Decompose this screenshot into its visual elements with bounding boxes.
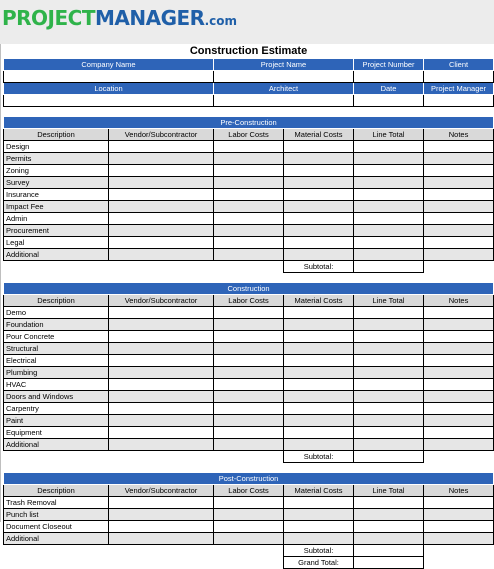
item-description[interactable]: Pour Concrete — [4, 331, 109, 343]
material-costs-cell[interactable] — [284, 331, 354, 343]
labor-costs-cell[interactable] — [214, 153, 284, 165]
labor-costs-cell[interactable] — [214, 225, 284, 237]
item-description[interactable]: Design — [4, 141, 109, 153]
estimate-sheet — [3, 44, 493, 569]
labor-costs-cell[interactable] — [214, 497, 284, 509]
line-total-cell[interactable] — [354, 331, 424, 343]
material-costs-cell[interactable] — [284, 141, 354, 153]
column-header-description: Description — [4, 295, 109, 307]
table-row — [4, 403, 494, 415]
line-total-cell[interactable] — [354, 497, 424, 509]
client-header: Client — [424, 59, 494, 71]
company-name-cell[interactable] — [4, 71, 214, 83]
material-costs-cell[interactable] — [284, 189, 354, 201]
table-row — [4, 379, 494, 391]
table-row — [4, 177, 494, 189]
labor-costs-cell[interactable] — [214, 201, 284, 213]
material-costs-cell[interactable] — [284, 153, 354, 165]
column-header-notes: Notes — [424, 485, 494, 497]
notes-cell[interactable] — [424, 165, 494, 177]
notes-cell[interactable] — [424, 509, 494, 521]
column-header-labor-costs: Labor Costs — [214, 295, 284, 307]
vendor-subcontractor-cell[interactable] — [109, 439, 214, 451]
construction-subtotal-row — [4, 451, 494, 463]
table-row — [4, 141, 494, 153]
material-costs-cell[interactable] — [284, 497, 354, 509]
item-description[interactable]: Admin — [4, 213, 109, 225]
table-row — [4, 237, 494, 249]
post-construction-column-headers — [4, 485, 494, 497]
subtotal-label: Subtotal: — [284, 451, 354, 463]
project-number-header: Project Number — [354, 59, 424, 71]
line-total-cell[interactable] — [354, 319, 424, 331]
material-costs-cell[interactable] — [284, 201, 354, 213]
table-row — [4, 201, 494, 213]
projectmanager-logo[interactable]: PROJECTMANAGER.com — [2, 6, 237, 30]
title-row — [4, 44, 494, 59]
notes-cell[interactable] — [424, 415, 494, 427]
item-description[interactable]: Electrical — [4, 355, 109, 367]
line-total-cell[interactable] — [354, 237, 424, 249]
grand-total-value-cell[interactable] — [354, 557, 424, 569]
table-row — [4, 439, 494, 451]
table-row — [4, 331, 494, 343]
subtotal-label: Subtotal: — [284, 545, 354, 557]
table-row — [4, 225, 494, 237]
column-header-vendor-subcontractor: Vendor/Subcontractor — [109, 485, 214, 497]
vendor-subcontractor-cell[interactable] — [109, 367, 214, 379]
table-row — [4, 497, 494, 509]
table-row — [4, 415, 494, 427]
subtotal-value-cell[interactable] — [354, 545, 424, 557]
labor-costs-cell[interactable] — [214, 249, 284, 261]
info-header-row-1 — [4, 59, 494, 71]
section-gap — [4, 273, 494, 283]
item-description[interactable]: Carpentry — [4, 403, 109, 415]
labor-costs-cell[interactable] — [214, 141, 284, 153]
labor-costs-cell[interactable] — [214, 165, 284, 177]
section-title: Construction — [4, 283, 494, 295]
material-costs-cell[interactable] — [284, 237, 354, 249]
section-gap — [4, 107, 494, 117]
vendor-subcontractor-cell[interactable] — [109, 403, 214, 415]
subtotal-value-cell[interactable] — [354, 261, 424, 273]
section-title: Post-Construction — [4, 473, 494, 485]
material-costs-cell[interactable] — [284, 225, 354, 237]
column-header-notes: Notes — [424, 295, 494, 307]
line-total-cell[interactable] — [354, 521, 424, 533]
labor-costs-cell[interactable] — [214, 177, 284, 189]
table-row — [4, 367, 494, 379]
date-cell[interactable] — [354, 95, 424, 107]
notes-cell[interactable] — [424, 177, 494, 189]
vendor-subcontractor-cell[interactable] — [109, 237, 214, 249]
line-total-cell[interactable] — [354, 403, 424, 415]
notes-cell[interactable] — [424, 141, 494, 153]
table-row — [4, 165, 494, 177]
post-construction-subtotal-row — [4, 545, 494, 557]
column-header-vendor-subcontractor: Vendor/Subcontractor — [109, 295, 214, 307]
notes-cell[interactable] — [424, 189, 494, 201]
vendor-subcontractor-cell[interactable] — [109, 331, 214, 343]
grand-total-row — [4, 557, 494, 569]
line-total-cell[interactable] — [354, 189, 424, 201]
item-description[interactable]: Additional — [4, 249, 109, 261]
material-costs-cell[interactable] — [284, 367, 354, 379]
item-description[interactable]: Permits — [4, 153, 109, 165]
post-construction-section-header — [4, 473, 494, 485]
notes-cell[interactable] — [424, 521, 494, 533]
item-description[interactable]: Punch list — [4, 509, 109, 521]
vendor-subcontractor-cell[interactable] — [109, 177, 214, 189]
notes-cell[interactable] — [424, 391, 494, 403]
table-row — [4, 319, 494, 331]
project-name-header: Project Name — [214, 59, 354, 71]
architect-header: Architect — [214, 83, 354, 95]
column-header-material-costs: Material Costs — [284, 485, 354, 497]
item-description[interactable]: Insurance — [4, 189, 109, 201]
architect-cell[interactable] — [214, 95, 354, 107]
line-total-cell[interactable] — [354, 177, 424, 189]
pre-construction-section-header — [4, 117, 494, 129]
notes-cell[interactable] — [424, 249, 494, 261]
vendor-subcontractor-cell[interactable] — [109, 343, 214, 355]
table-row — [4, 355, 494, 367]
table-row — [4, 521, 494, 533]
vendor-subcontractor-cell[interactable] — [109, 141, 214, 153]
notes-cell[interactable] — [424, 153, 494, 165]
line-total-cell[interactable] — [354, 307, 424, 319]
item-description[interactable]: Additional — [4, 533, 109, 545]
notes-cell[interactable] — [424, 427, 494, 439]
subtotal-value-cell[interactable] — [354, 451, 424, 463]
notes-cell[interactable] — [424, 439, 494, 451]
table-row — [4, 509, 494, 521]
pre-construction-column-headers — [4, 129, 494, 141]
line-total-cell[interactable] — [354, 439, 424, 451]
project-name-cell[interactable] — [214, 71, 354, 83]
material-costs-cell[interactable] — [284, 521, 354, 533]
notes-cell[interactable] — [424, 343, 494, 355]
line-total-cell[interactable] — [354, 213, 424, 225]
labor-costs-cell[interactable] — [214, 307, 284, 319]
labor-costs-cell[interactable] — [214, 439, 284, 451]
line-total-cell[interactable] — [354, 201, 424, 213]
date-header: Date — [354, 83, 424, 95]
construction-section-header — [4, 283, 494, 295]
notes-cell[interactable] — [424, 367, 494, 379]
column-header-labor-costs: Labor Costs — [214, 129, 284, 141]
item-description[interactable]: Doors and Windows — [4, 391, 109, 403]
line-total-cell[interactable] — [354, 225, 424, 237]
column-header-line-total: Line Total — [354, 129, 424, 141]
notes-cell[interactable] — [424, 497, 494, 509]
material-costs-cell[interactable] — [284, 427, 354, 439]
line-total-cell[interactable] — [354, 533, 424, 545]
vendor-subcontractor-cell[interactable] — [109, 497, 214, 509]
vendor-subcontractor-cell[interactable] — [109, 201, 214, 213]
company-name-header: Company Name — [4, 59, 214, 71]
vendor-subcontractor-cell[interactable] — [109, 189, 214, 201]
table-row — [4, 153, 494, 165]
line-total-cell[interactable] — [354, 153, 424, 165]
info-input-row-2 — [4, 95, 494, 107]
line-total-cell[interactable] — [354, 165, 424, 177]
project-manager-header: Project Manager — [424, 83, 494, 95]
table-row — [4, 249, 494, 261]
material-costs-cell[interactable] — [284, 213, 354, 225]
notes-cell[interactable] — [424, 201, 494, 213]
labor-costs-cell[interactable] — [214, 343, 284, 355]
line-total-cell[interactable] — [354, 249, 424, 261]
column-header-vendor-subcontractor: Vendor/Subcontractor — [109, 129, 214, 141]
line-total-cell[interactable] — [354, 355, 424, 367]
notes-cell[interactable] — [424, 379, 494, 391]
table-row — [4, 307, 494, 319]
sheet-title: Construction Estimate — [189, 45, 308, 57]
vendor-subcontractor-cell[interactable] — [109, 521, 214, 533]
line-total-cell[interactable] — [354, 343, 424, 355]
subtotal-label: Subtotal: — [284, 261, 354, 273]
info-input-row-1 — [4, 71, 494, 83]
location-header: Location — [4, 83, 214, 95]
column-header-line-total: Line Total — [354, 295, 424, 307]
line-total-cell[interactable] — [354, 509, 424, 521]
material-costs-cell[interactable] — [284, 307, 354, 319]
labor-costs-cell[interactable] — [214, 237, 284, 249]
item-description[interactable]: Legal — [4, 237, 109, 249]
material-costs-cell[interactable] — [284, 391, 354, 403]
header-band — [0, 0, 494, 44]
material-costs-cell[interactable] — [284, 249, 354, 261]
item-description[interactable]: Demo — [4, 307, 109, 319]
material-costs-cell[interactable] — [284, 165, 354, 177]
vendor-subcontractor-cell[interactable] — [109, 225, 214, 237]
vendor-subcontractor-cell[interactable] — [109, 319, 214, 331]
vendor-subcontractor-cell[interactable] — [109, 249, 214, 261]
notes-cell[interactable] — [424, 355, 494, 367]
item-description[interactable]: Paint — [4, 415, 109, 427]
estimate-table — [3, 44, 494, 569]
table-row — [4, 391, 494, 403]
notes-cell[interactable] — [424, 403, 494, 415]
vendor-subcontractor-cell[interactable] — [109, 379, 214, 391]
labor-costs-cell[interactable] — [214, 379, 284, 391]
client-cell[interactable] — [424, 71, 494, 83]
pre-construction-subtotal-row — [4, 261, 494, 273]
notes-cell[interactable] — [424, 533, 494, 545]
section-gap — [4, 463, 494, 473]
section-title: Pre-Construction — [4, 117, 494, 129]
sheet-left-border — [0, 44, 1, 522]
vendor-subcontractor-cell[interactable] — [109, 307, 214, 319]
labor-costs-cell[interactable] — [214, 189, 284, 201]
vendor-subcontractor-cell[interactable] — [109, 153, 214, 165]
material-costs-cell[interactable] — [284, 403, 354, 415]
material-costs-cell[interactable] — [284, 319, 354, 331]
item-description[interactable]: Trash Removal — [4, 497, 109, 509]
construction-column-headers — [4, 295, 494, 307]
item-description[interactable]: Additional — [4, 439, 109, 451]
material-costs-cell[interactable] — [284, 343, 354, 355]
column-header-description: Description — [4, 129, 109, 141]
notes-cell[interactable] — [424, 225, 494, 237]
column-header-line-total: Line Total — [354, 485, 424, 497]
labor-costs-cell[interactable] — [214, 533, 284, 545]
material-costs-cell[interactable] — [284, 355, 354, 367]
table-row — [4, 189, 494, 201]
item-description[interactable]: Foundation — [4, 319, 109, 331]
labor-costs-cell[interactable] — [214, 355, 284, 367]
location-cell[interactable] — [4, 95, 214, 107]
item-description[interactable]: Impact Fee — [4, 201, 109, 213]
vendor-subcontractor-cell[interactable] — [109, 415, 214, 427]
material-costs-cell[interactable] — [284, 509, 354, 521]
notes-cell[interactable] — [424, 331, 494, 343]
vendor-subcontractor-cell[interactable] — [109, 427, 214, 439]
table-row — [4, 533, 494, 545]
notes-cell[interactable] — [424, 307, 494, 319]
column-header-labor-costs: Labor Costs — [214, 485, 284, 497]
item-description[interactable]: HVAC — [4, 379, 109, 391]
vendor-subcontractor-cell[interactable] — [109, 213, 214, 225]
labor-costs-cell[interactable] — [214, 367, 284, 379]
column-header-material-costs: Material Costs — [284, 129, 354, 141]
material-costs-cell[interactable] — [284, 379, 354, 391]
labor-costs-cell[interactable] — [214, 319, 284, 331]
line-total-cell[interactable] — [354, 367, 424, 379]
item-description[interactable]: Survey — [4, 177, 109, 189]
table-row — [4, 213, 494, 225]
material-costs-cell[interactable] — [284, 533, 354, 545]
material-costs-cell[interactable] — [284, 177, 354, 189]
vendor-subcontractor-cell[interactable] — [109, 355, 214, 367]
vendor-subcontractor-cell[interactable] — [109, 509, 214, 521]
labor-costs-cell[interactable] — [214, 509, 284, 521]
labor-costs-cell[interactable] — [214, 391, 284, 403]
labor-costs-cell[interactable] — [214, 521, 284, 533]
item-description[interactable]: Procurement — [4, 225, 109, 237]
table-row — [4, 427, 494, 439]
labor-costs-cell[interactable] — [214, 403, 284, 415]
labor-costs-cell[interactable] — [214, 415, 284, 427]
material-costs-cell[interactable] — [284, 415, 354, 427]
vendor-subcontractor-cell[interactable] — [109, 391, 214, 403]
notes-cell[interactable] — [424, 319, 494, 331]
item-description[interactable]: Equipment — [4, 427, 109, 439]
column-header-material-costs: Material Costs — [284, 295, 354, 307]
material-costs-cell[interactable] — [284, 439, 354, 451]
grand-total-label: Grand Total: — [284, 557, 354, 569]
line-total-cell[interactable] — [354, 379, 424, 391]
notes-cell[interactable] — [424, 237, 494, 249]
table-row — [4, 343, 494, 355]
vendor-subcontractor-cell[interactable] — [109, 165, 214, 177]
project-manager-cell[interactable] — [424, 95, 494, 107]
line-total-cell[interactable] — [354, 141, 424, 153]
line-total-cell[interactable] — [354, 391, 424, 403]
item-description[interactable]: Plumbing — [4, 367, 109, 379]
labor-costs-cell[interactable] — [214, 331, 284, 343]
column-header-notes: Notes — [424, 129, 494, 141]
column-header-description: Description — [4, 485, 109, 497]
labor-costs-cell[interactable] — [214, 213, 284, 225]
line-total-cell[interactable] — [354, 415, 424, 427]
item-description[interactable]: Zoning — [4, 165, 109, 177]
item-description[interactable]: Document Closeout — [4, 521, 109, 533]
item-description[interactable]: Structural — [4, 343, 109, 355]
labor-costs-cell[interactable] — [214, 427, 284, 439]
vendor-subcontractor-cell[interactable] — [109, 533, 214, 545]
project-number-cell[interactable] — [354, 71, 424, 83]
notes-cell[interactable] — [424, 213, 494, 225]
info-header-row-2 — [4, 83, 494, 95]
line-total-cell[interactable] — [354, 427, 424, 439]
